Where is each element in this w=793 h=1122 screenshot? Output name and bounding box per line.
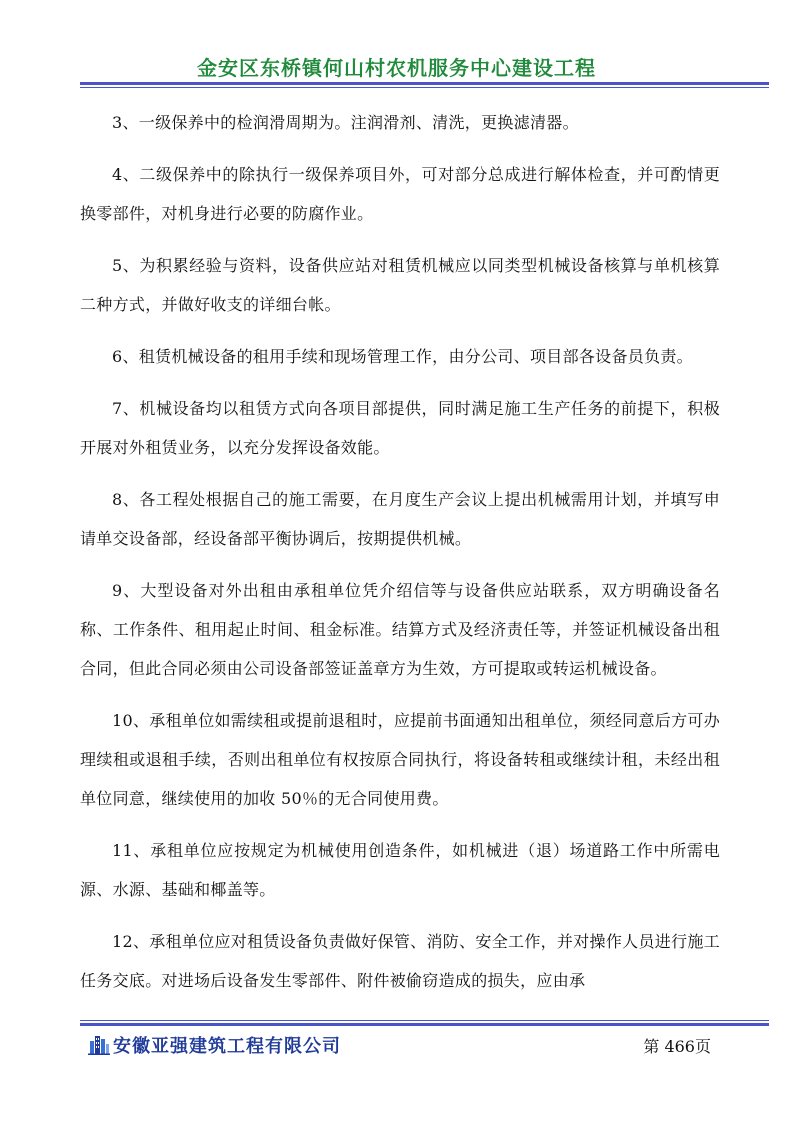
header-rule-thick — [80, 82, 769, 85]
footer-rule-thin — [80, 1020, 769, 1021]
page-header-title: 金安区东桥镇何山村农机服务中心建设工程 — [197, 56, 596, 80]
paragraph-8: 8、各工程处根据自己的施工需要，在月度生产会议上提出机械需用计划，并填写申请单交设备部，经设备部平衡协调后，按期提供机械。 — [80, 490, 720, 548]
document-body — [80, 103, 720, 1013]
paragraph-12: 12、承租单位应对租赁设备负责做好保管、消防、安全工作，并对操作人员进行施工任务交底。对进场后设备发生零部件、附件被偷窃造成的损失，应由承 — [80, 932, 720, 990]
paragraph-9: 9、大型设备对外出租由承租单位凭介绍信等与设备供应站联系，双方明确设备名称、工作条件、租用起止时间、租金标准。结算方式及经济责任等，并签证机械设备出租合同，但此合同必须由公司设备部签证盖章方为生效，方可提取或转运机械设备。 — [80, 581, 720, 678]
header-rule-thin — [80, 87, 769, 88]
paragraph-3: 3、一级保养中的检润滑周期为。注润滑剂、清洗，更换滤清器。 — [112, 113, 579, 132]
paragraph-10: 10、承租单位如需续租或提前退租时，应提前书面通知出租单位，须经同意后方可办理续租或退租手续，否则出租单位有权按原合同执行，将设备转租或继续计租，未经出租单位同意，继续使用的加收 50％的无合同使用费。 — [80, 711, 720, 808]
footer-company-name: 安徽亚强建筑工程有限公司 — [113, 1036, 341, 1057]
paragraph-4: 4、二级保养中的除执行一级保养项目外，可对部分总成进行解体检查，并可酌情更换零部件，对机身进行必要的防腐作业。 — [80, 165, 720, 223]
paragraph-11: 11、承租单位应按规定为机械使用创造条件，如机械进（退）场道路工作中所需电源、水源、基础和椰盖等。 — [80, 841, 720, 899]
paragraph-7: 7、机械设备均以租赁方式向各项目部提供，同时满足施工生产任务的前提下，积极开展对外租赁业务，以充分发挥设备效能。 — [80, 399, 720, 457]
paragraph-5: 5、为积累经验与资料，设备供应站对租赁机械应以同类型机械设备核算与单机核算二种方式，并做好收支的详细台帐。 — [80, 256, 720, 314]
footer-page-number: 第 466页 — [643, 1037, 711, 1056]
paragraph-6: 6、租赁机械设备的租用手续和现场管理工作，由分公司、项目部各设备员负责。 — [112, 347, 693, 366]
building-logo-icon — [88, 1033, 110, 1055]
footer-rule-thick — [80, 1023, 769, 1026]
